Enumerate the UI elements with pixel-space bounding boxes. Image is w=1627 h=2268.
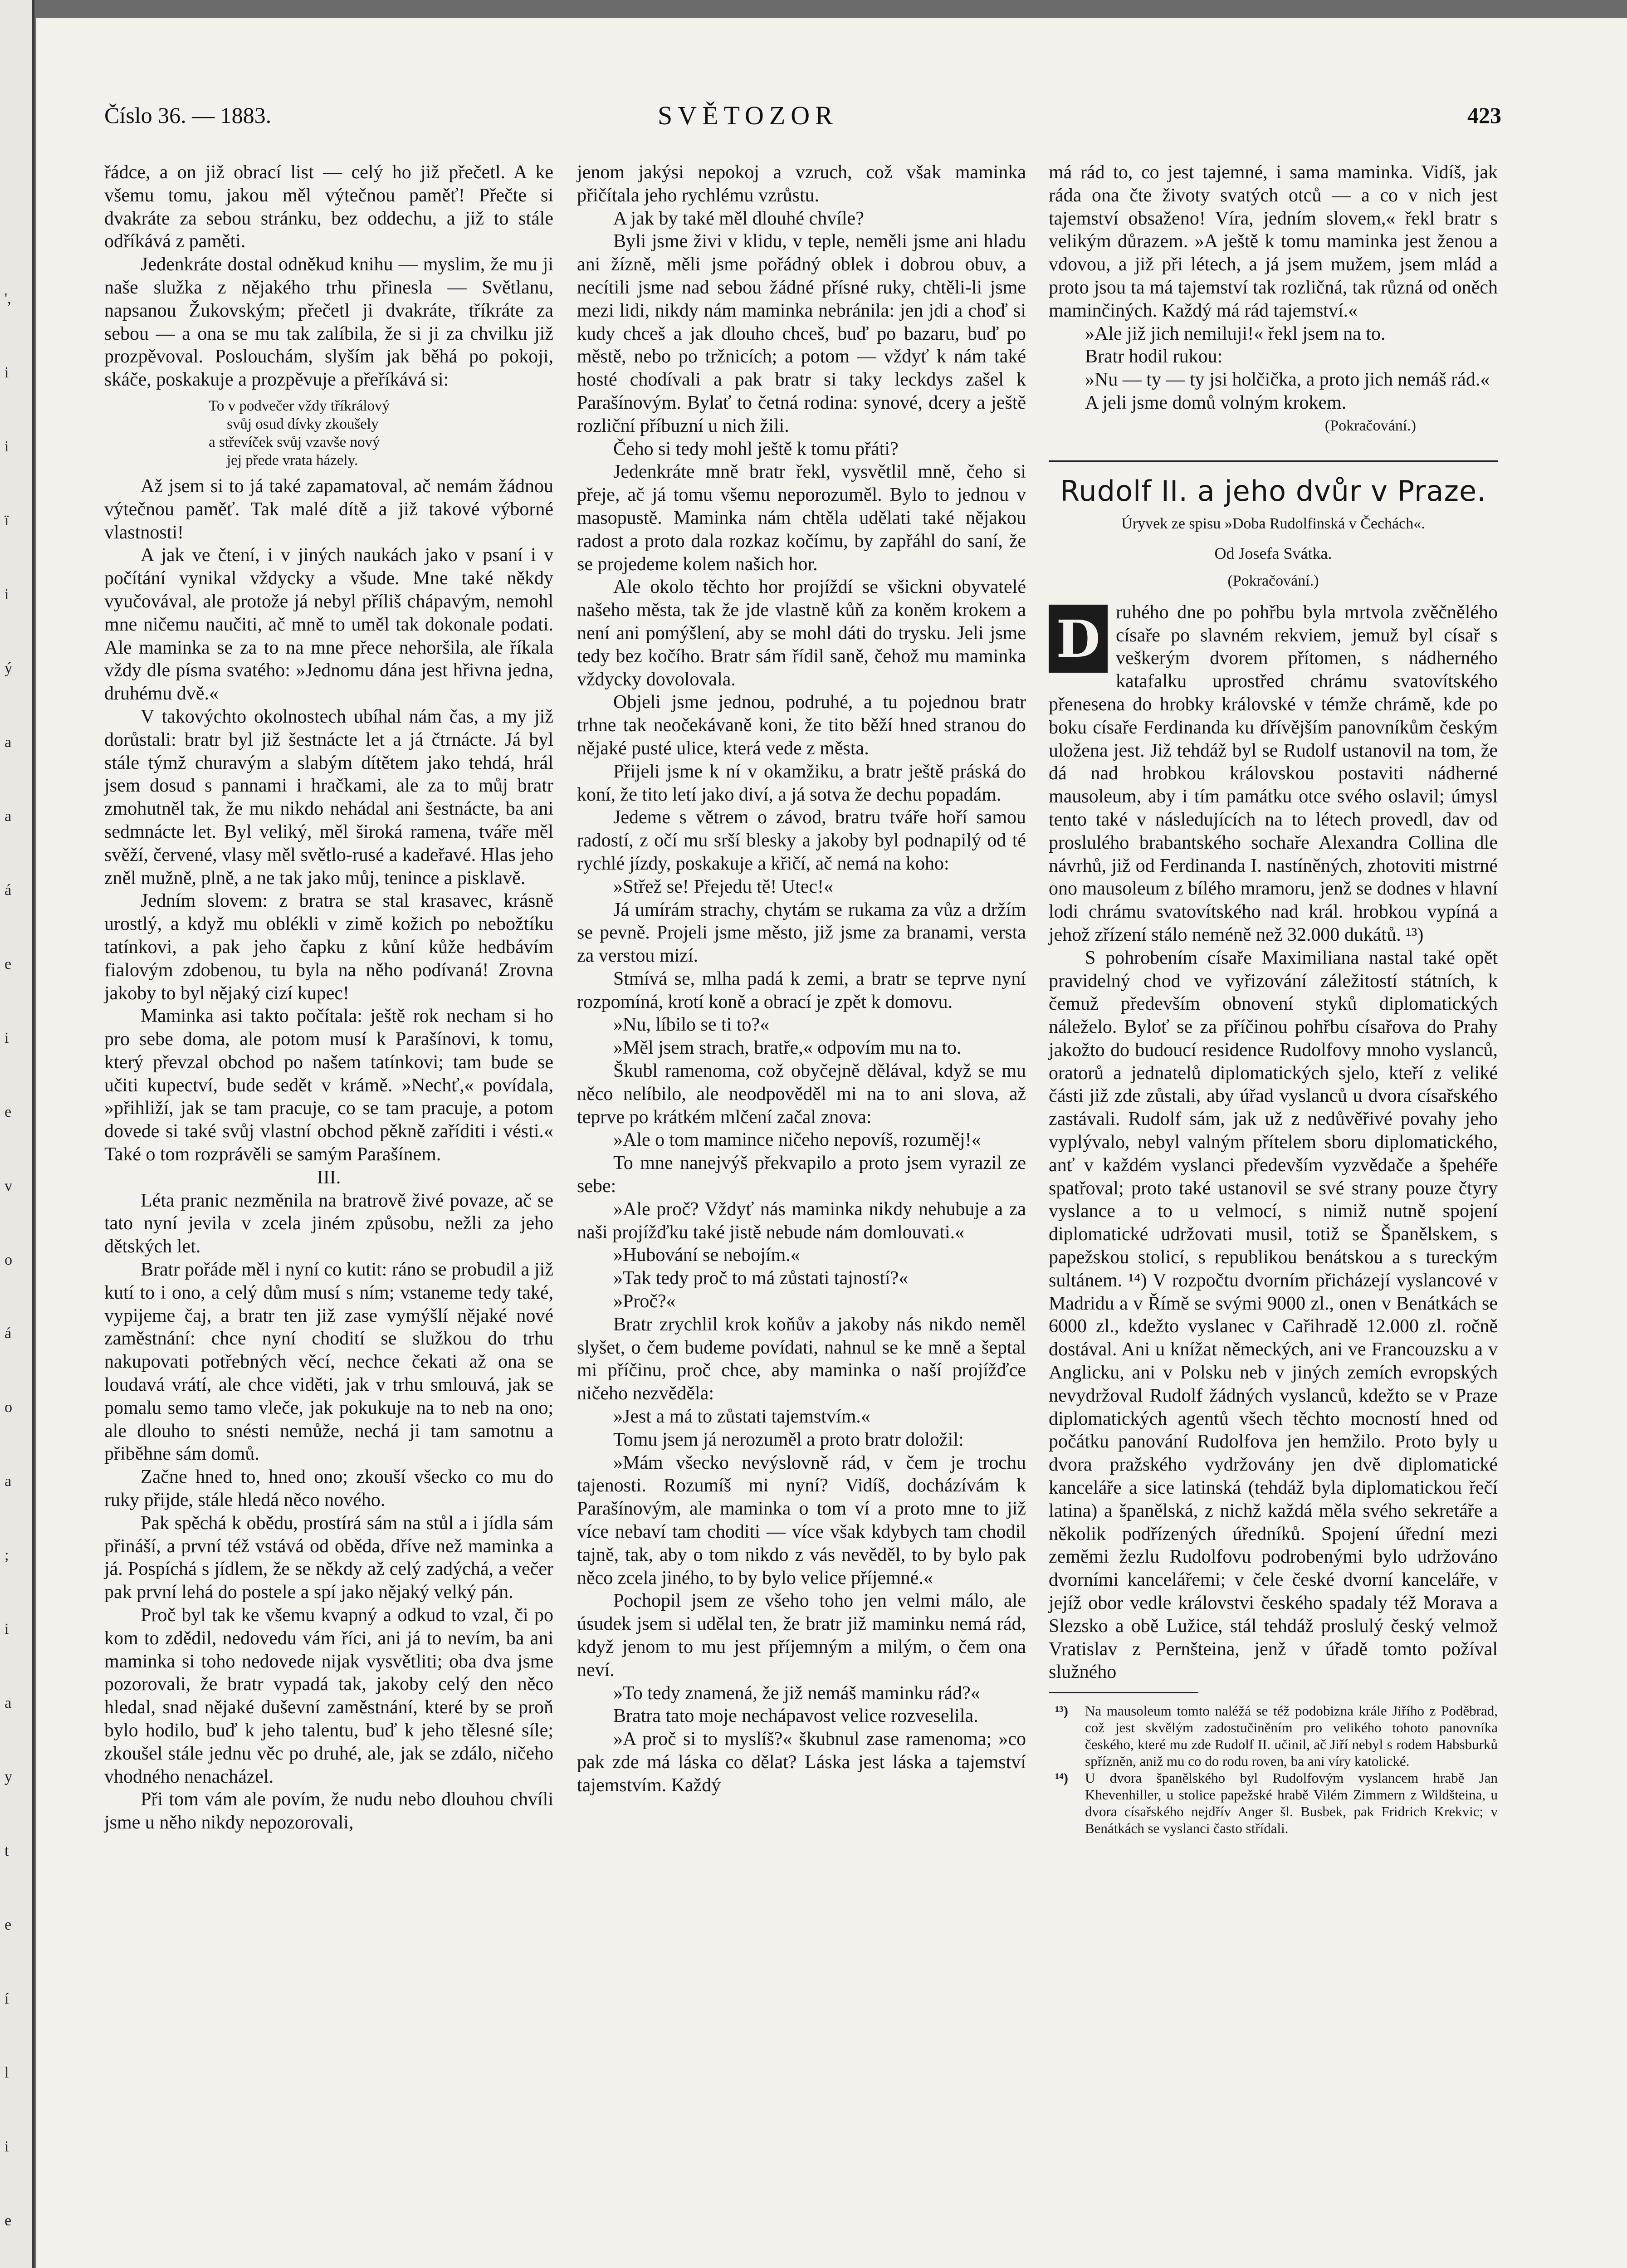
- paragraph: »Hubování se nebojím.«: [613, 1245, 800, 1266]
- footnote-text: U dvora španělského byl Rudolfovým vyslancem hrabě Jan Khevenhiller, u stolice papežské hrabě Vilém Zimmern z Wildšteina, u dvora císařského nejdřív Anger šl. Busbek, pak Fridrich Krekvic; v Benátkách se vyslanci často střídali.: [1085, 1770, 1498, 1837]
- paragraph: Proč byl tak ke všemu kvapný a odkud to vzal, či po kom to zdědil, nedovedu vám říci, ani já to nevím, ba ani maminka si toho nedovede nijak vysvětliti; oba dva jsme pozorovali, že bratr vypadá tak, jakoby celý den něco hledal, snad nějaké duševní zaměstnání, které by se proň bylo hodilo, buď k jeho talentu, buď k jeho tělesné síle; zkoušel stále jednu věc po druhé, ale, jak se zdálo, ničeho vhodného nenacházel.: [104, 1605, 553, 1787]
- margin-letter: a: [5, 1695, 12, 1712]
- margin-letter: a: [5, 1473, 12, 1490]
- paragraph: Při tom vám ale povím, že nudu nebo dlouhou chvíli jsme u něho nikdy nepozorovali,: [104, 1789, 553, 1833]
- paragraph: Jedeme s větrem o závod, bratru tváře hoří samou radostí, z očí mu srší blesky a jakoby byl podnapilý od té rychlé jízdy, poskakuje a křičí, ač nemá na koho:: [577, 807, 1026, 874]
- paragraph: Byli jsme živi v klidu, v teple, neměli jsme ani hladu ani žízně, měli jsme pořádný oblek i dobrou obuv, a necítili jsme nad sebou žádné přísné ruky, chtěli-li jsme mezi lidi, nikdy nám maminka nebránila: jen jdi a choď si kudy chceš a jak dlouho chceš, buď po bazaru, buď po městě, nebo po tržnicích; a potom — vždyť k nám také hosté chodívali a pak bratr si taky leckdys zašel k Parašínovým. Bylať to četná rodina: synové, dcery a ještě rozliční příbuzní u nich žili.: [577, 231, 1026, 436]
- margin-letter: í: [5, 1990, 9, 2008]
- margin-letter: a: [5, 733, 12, 751]
- paragraph: Pak spěchá k obědu, prostírá sám na stůl a i jídla sám přináší, a první též vstává od oběda, dříve než maminka a já. Pospíchá s jídlem, že se někdy až celý zadýchá, a večer pak první lehá do postele a spí jako nějaký velký pán.: [104, 1512, 553, 1603]
- paragraph: Bratr hodil rukou:: [1085, 346, 1223, 367]
- paragraph: Bratra tato moje nechápavost velice rozveselila.: [613, 1706, 978, 1727]
- continued-note: (Pokračování.): [1324, 417, 1416, 434]
- paragraph: S pohrobením císaře Maximiliana nastal také opět pravidelný chod ve vyřizování záležitostí státních, k čemuž především obnovení styků diplomatických náleželo. Byloť se za příčinou pohřbu císařova do Prahy jakožto do budoucí residence Rudolfovy mnoho vyslanců, oratorů a jednatelů diplomatických sjelo, kteří z veliké části již zde zůstali, aby úřad vyslanců u dvora císařského zastávali. Rudolf sám, jak už z nedůvěřivé povahy jeho vyplývalo, nebyl valným přítelem sboru diplomatického, anť v každém vyslanci především vyzvědače a špehéře spatřoval; proto také ustanovil se své strany pouze čtyry vyslance a to u velmocí, s nimiž nutně spojení diplomatické udržovati musil, totiž se Španělskem, s papežskou stolicí, s republikou benátskou a s tureckým sultánem. ¹⁴) V rozpočtu dvorním přicházejí vyslancové v Madridu a v Římě se svými 9000 zl., onen v Benátkách se 6000 zl., kdežto vyslanec v Cařihradě 12.000 zl. ročně dostával. Ani u knížat německých, ani ve Francouzsku a v Anglicku, ani v Polsku neb v jiných zemích evropských nevydržoval Rudolf žádných vyslanců, kdežto se v Praze diplomatických agentů všech těchto mocností hned od počátku panování Rudolfova jen hemžilo. Proto byly u dvora pražského vydržovány jen dvě diplomatické kanceláře a sice latinská (tehdáž byla diplomatickou řečí latina) a španělská, z nichž každá měla svého sekretáře a několik podřízených úředníků. Spojení úřední mezi zeměmi žezlu Rudolfovu podrobenými bylo udržováno dvorními kancelářemi; v čele české dvorní kanceláře, v jejíž obor vedle královstvi českého spadaly též Morava a Slezsko a obě Lužice, stál tehdáž proslulý český velmož Vratislav z Pernšteina, jenž v úřadě tomto požíval služného: [1049, 947, 1498, 1683]
- margin-letter: ï: [5, 512, 9, 529]
- paragraph: »A proč si to myslíš?« škubnul zase ramenoma; »co pak zde má láska co dělat? Láska jest láska a tajemství tajemstvím. Každý: [577, 1729, 1026, 1796]
- article-continued-note: (Pokračování.): [1227, 572, 1319, 589]
- paragraph: V takovýchto okolnostech ubíhal nám čas, a my již dorůstali: bratr byl již šestnácte let a já čtrnácte. Já byl stále týmž churavým a slabým dítětem jako tehdá, hrál jsem dosud s pannami i hračkami, ale za to můj bratr zmohutněl tak, že mu nikdo nehádal ani šestnácte, ba ani sedmnácte let. Byl veliký, měl široká ramena, tváře měl svěží, červené, vlasy měl světlo-rusé a kadeřavé. Hlas jeho zněl mužně, plně, a ne tak jako můj, tenince a pisklavě.: [104, 706, 553, 889]
- footnote: [1049, 1702, 1498, 1769]
- paragraph: »Mám všecko nevýslovně rád, v čem je trochu tajenosti. Rozumíš mi nyní? Vidíš, docházívám k Parašínovým, ale maminka o tom ví a proto mne to již více nebaví tam choditi — více však kdybych tam chodil tajně, tak, aby o tom nikdo z vás nevěděl, to by bylo pak něco zcela jiného, to by bylo velice příjemné.«: [577, 1452, 1026, 1589]
- margin-letter: e: [5, 955, 12, 973]
- paragraph: Maminka asi takto počítala: ještě rok necham si ho pro sebe doma, ale potom musí k Parašínovi, k tomu, který převzal obchod po našem tatínkovi; tam bude se učiti kupectví, bude sedět v krámě. »Nechť,« povídala, »přihliží, jak se tam pracuje, co se tam pracuje, a potom dovede si také svůj vlastní obchod pěkně zaříditi i vésti.« Také o tom rozprávěli se samým Parašínem.: [104, 1006, 553, 1165]
- paragraph: Objeli jsme jednou, podruhé, a tu pojednou bratr trhne tak neočekávaně koni, že tito běží hned stranou do nějaké pusté ulice, která vede z města.: [577, 692, 1026, 759]
- paragraph: Já umírám strachy, chytám se rukama za vůz a držím se pevně. Projeli jsme město, již jsme za branami, versta za verstou mizí.: [577, 899, 1026, 967]
- poem-line: jej přede vrata házely.: [227, 452, 358, 469]
- section-number: III.: [317, 1167, 341, 1188]
- paragraph: Čeho si tedy mohl ještě k tomu přáti?: [613, 438, 899, 459]
- previous-page-margin: [0, 0, 34, 2268]
- footnote: [1049, 1769, 1498, 1837]
- margin-letter: i: [5, 364, 9, 381]
- paragraph: To mne nanejvýš překvapilo a proto jsem vyrazil ze sebe:: [577, 1153, 1026, 1197]
- footnote-mark: ¹³): [1055, 1703, 1068, 1719]
- paragraph: »To tedy znamená, že již nemáš maminku rád?«: [613, 1682, 980, 1704]
- paragraph: »Střež se! Přejedu tě! Utec!«: [613, 876, 834, 897]
- footnote-divider: [1049, 1692, 1198, 1693]
- margin-letter: i: [5, 1621, 9, 1638]
- margin-letter: e: [5, 1916, 12, 1934]
- article-author: Od Josefa Svátka.: [1214, 544, 1332, 563]
- paragraph: »Ale proč? Vždyť nás maminka nikdy nehubuje a za naši projížďku také jistě nebude nám domlouvati.«: [577, 1198, 1026, 1243]
- paragraph: »Ale o tom mamince ničeho nepovíš, rozuměj!«: [613, 1129, 981, 1151]
- article-divider: [1049, 460, 1498, 462]
- paragraph: »Proč?«: [613, 1291, 676, 1312]
- paragraph: Bratr zrychlil krok koňův a jakoby nás nikdo neměl slyšet, o čem budeme povídati, nahnul se ke mně a šeptal mi příčinu, proč chce, aby maminka o naší projížďce ničeho nezvěděla:: [577, 1314, 1026, 1404]
- margin-letter: o: [5, 1251, 12, 1268]
- margin-letter: á: [5, 881, 12, 899]
- margin-letter: o: [5, 1399, 12, 1416]
- paragraph: Tomu jsem já nerozuměl a proto bratr doložil:: [613, 1429, 964, 1450]
- paragraph: Jedním slovem: z bratra se stal krasavec, krásně urostlý, a když mu oblékli v zimě kožich po nebožtíku tatínkovi, a pak jeho čapku z kůní kůže hedbávím fialovým zdobenou, tu byla na něho podívaná! Zrovna jakoby to byl nějaký cizí kupec!: [104, 890, 553, 1004]
- paragraph: řádce, a on již obrací list — celý ho již přečetl. A ke všemu tomu, jakou měl výtečnou paměť! Přečte si dvakráte za sebou stránku, bez oddechu, a již to stále odříkává z paměti.: [104, 162, 553, 252]
- paragraph: Jedenkráte dostal odněkud knihu — myslim, že mu ji naše služka z nějakého trhu přinesla — Světlanu, napsanou Žukovským; přečetl ji dvakráte, tříkráte za sebou — a ona se mu tak zalíbila, že si ji za chvilku již prozpěvoval. Poslouchám, slyším jak běhá po pokoji, skáče, poskakuje a prozpěvuje a přeříkává si:: [104, 254, 553, 391]
- margin-letter: ',: [5, 290, 11, 307]
- paragraph: »Nu — ty — ty jsi holčička, a proto jich nemáš rád.«: [1085, 369, 1490, 391]
- paragraph: Až jsem si to já také zapamatoval, ač nemám žádnou výtečnou paměť. Tak malé dítě a již takové výborné vlastnosti!: [104, 475, 553, 543]
- paragraph: A jak by také měl dlouhé chvíle?: [613, 208, 864, 229]
- paragraph: ruhého dne po pohřbu byla mrtvola zvěčnělého císaře po slavném rekviem, jemuž byl císař s veškerým dvorem přítomen, s nádherného katafalku uprostřed chrámu svatovítského přenesena do hrobky královské v témže chrámě, kde po boku císaře Ferdinanda ku dřívějším panovníkům českým uložena jest. Již tehdáž byl se Rudolf ustanovil na tom, že dá nad hrobkou královskou postaviti nádherné mausoleum, aby i tím památku otce svého oslavil; úmysl tento také v následujících na to létech provedl, dav od proslulého brabantského sochaře Alexandra Collina dle návrhů, již od Ferdinanda I. nastíněných, zhotoviti mistrné ono mausoleum z bílého mramoru, jenž se dodnes v hlavní lodi chrámu svatovítského nad král. hrobkou vypíná a jehož zřízení stálo neméně než 32.000 dukátů. ¹³): [1049, 601, 1498, 945]
- poem: [209, 397, 553, 469]
- margin-letter: y: [5, 1769, 12, 1786]
- paragraph: Začne hned to, hned ono; zkouší všecko co mu do ruky přijde, stále hledá něco nového.: [104, 1466, 553, 1511]
- paragraph: Přijeli jsme k ní v okamžiku, a bratr ještě práská do koní, že tito letí jako diví, a já sotva že dechu popadám.: [577, 761, 1026, 805]
- poem-line: a střevíček svůj vzavše nový: [209, 434, 380, 450]
- paragraph: »Nu, líbilo se ti to?«: [613, 1014, 770, 1036]
- column-1: [104, 161, 553, 1834]
- journal-title: SVĚTOZOR: [658, 101, 838, 130]
- poem-line: svůj osud dívky zkoušely: [227, 415, 379, 432]
- paragraph: Pochopil jsem ze všeho toho jen velmi málo, ale úsudek jsem si udělal ten, že bratr již maminku nemá rád, když jenom to mu jest příjemným a milým, o čem ona neví.: [577, 1590, 1026, 1681]
- margin-letter: i: [5, 2138, 9, 2156]
- page-header: [104, 102, 1501, 134]
- paragraph: A jak ve čtení, i v jiných naukách jako v psaní i v počítání vynikal vždycky a všude. Mne také někdy vyučovával, ale protože já nebyl příliš chápavým, nemohl mne ničemu naučiti, ač mně to uměl tak dokonale podati. Ale maminka se za to na mne přece nehoršila, ale říkala vždy dle písma svatého: »Jednomu dána jest hřivna jedna, druhému dvě.«: [104, 545, 553, 704]
- margin-letter: á: [5, 1325, 12, 1342]
- ornamental-initial: [1049, 605, 1108, 673]
- column-2: [577, 161, 1026, 1797]
- issue-number: Číslo 36. — 1883.: [104, 103, 272, 128]
- page-number: 423: [1467, 103, 1501, 128]
- paragraph: Stmívá se, mlha padá k zemi, a bratr se teprve nyní rozpomíná, krotí koně a obrací je zpět k domovu.: [577, 968, 1026, 1012]
- paragraph: »Měl jsem strach, bratře,« odpovím mu na to.: [613, 1037, 962, 1059]
- paragraph: Jedenkráte mně bratr řekl, vysvětlil mně, čeho si přeje, ač já tomu všemu neporozuměl. Bylo to jednou v masopustě. Maminka nám chtěla udělati také nějakou radost a proto dala rozkaz kočímu, by zapřáhl do saní, že se projedeme kolem našich hor.: [577, 461, 1026, 575]
- margin-letter: l: [5, 2064, 9, 2082]
- article-title: Rudolf II. a jeho dvůr v Praze.: [1060, 474, 1486, 508]
- paragraph: »Ale již jich nemiluji!« řekl jsem na to.: [1085, 323, 1386, 344]
- margin-letter: i: [5, 1029, 9, 1046]
- paragraph: Bratr pořáde měl i nyní co kutit: ráno se probudil a již kutí to i ono, a celý dům musí s ním; vstaneme tedy také, vypijeme čaj, a bratr ten již zase vymýšlí nějaké nové zaměstnání: chce nyní chodití se služkou do trhu nakupovati potřebných věcí, nechce čekati až ona se loudavá vrátí, ale chce viděti, jak v trhu smlouvá, jak se pomalu semo tamo vleče, jak pokukuje na to neb na ono; ale dlouho to snésti nemůže, nechá ji tam samotnu a přiběhne sám domů.: [104, 1259, 553, 1465]
- article-subtitle: Úryvek ze spisu »Doba Rudolfinská v Čechách«.: [1121, 515, 1425, 533]
- paragraph: A jeli jsme domů volným krokem.: [1085, 392, 1347, 413]
- initial-letter: D: [1056, 609, 1100, 669]
- margin-letter: a: [5, 807, 12, 825]
- paragraph: »Jest a má to zůstati tajemstvím.«: [613, 1406, 870, 1427]
- margin-letter: e: [5, 1103, 12, 1120]
- paragraph: jenom jakýsi nepokoj a vzruch, což však maminka přičítala jeho rychlému vzrůstu.: [577, 162, 1026, 206]
- margin-letter: i: [5, 586, 9, 603]
- margin-letter: v: [5, 1177, 12, 1194]
- poem-line: To v podvečer vždy tříkrálový: [209, 397, 390, 414]
- margin-letter: ;: [5, 1547, 9, 1564]
- paragraph: »Tak tedy proč to má zůstati tajností?«: [613, 1268, 909, 1289]
- footnote-text: Na mausoleum tomto naléžá se též podobizna krále Jiřího z Poděbrad, což jest skvělým zadostučiněním pro velikého tohoto panovníka českého, které mu zde Rudolf II. učinil, ač Jiří nebyl s rodem Habsburků spřízněn, aniž mu co do rodu roven, ba ani víry katolické.: [1085, 1703, 1498, 1769]
- paragraph: Léta pranic nezměnila na bratrově živé povaze, ač se tato nyní jevila v zcela jiném způsobu, nežli za jeho dětských let.: [104, 1190, 553, 1257]
- margin-letter: ý: [5, 660, 12, 677]
- paragraph: Škubl ramenoma, což obyčejně dělával, když se mu něco nelíbilo, ale neodpověděl mi na to ani slova, až teprve po krátkém mlčení začal znova:: [577, 1061, 1026, 1128]
- margin-letter: t: [5, 1843, 9, 1860]
- footnote-mark: ¹⁴): [1055, 1770, 1068, 1786]
- margin-letter: i: [5, 438, 9, 455]
- paragraph: Ale okolo těchto hor projíždí se všickni obyvatelé našeho města, tak že jde vlastně kůň za koněm krokem a není ani pomýšlení, aby se mohl dáti do trysku. Jeli jsme tedy bez kočího. Bratr sám řídil saně, čehož mu maminka vždycky dovolovala.: [577, 577, 1026, 690]
- margin-letter: e: [5, 2212, 12, 2229]
- column-3: [1049, 161, 1498, 1837]
- paragraph: má rád to, co jest tajemné, i sama maminka. Vidíš, jak ráda ona čte životy svatých otců — a co v nich jest tajemství obsaženo! Víra, jedním slovem,« řekl bratr s velikým důrazem. »A ještě k tomu maminka jest ženou a vdovou, a již při létech, a já jsem mužem, jsem mlád a proto jsou ta má tajemství tak rozličná, tak různá od oněch maminčiných. Každý má rád tajemství.«: [1049, 162, 1498, 321]
